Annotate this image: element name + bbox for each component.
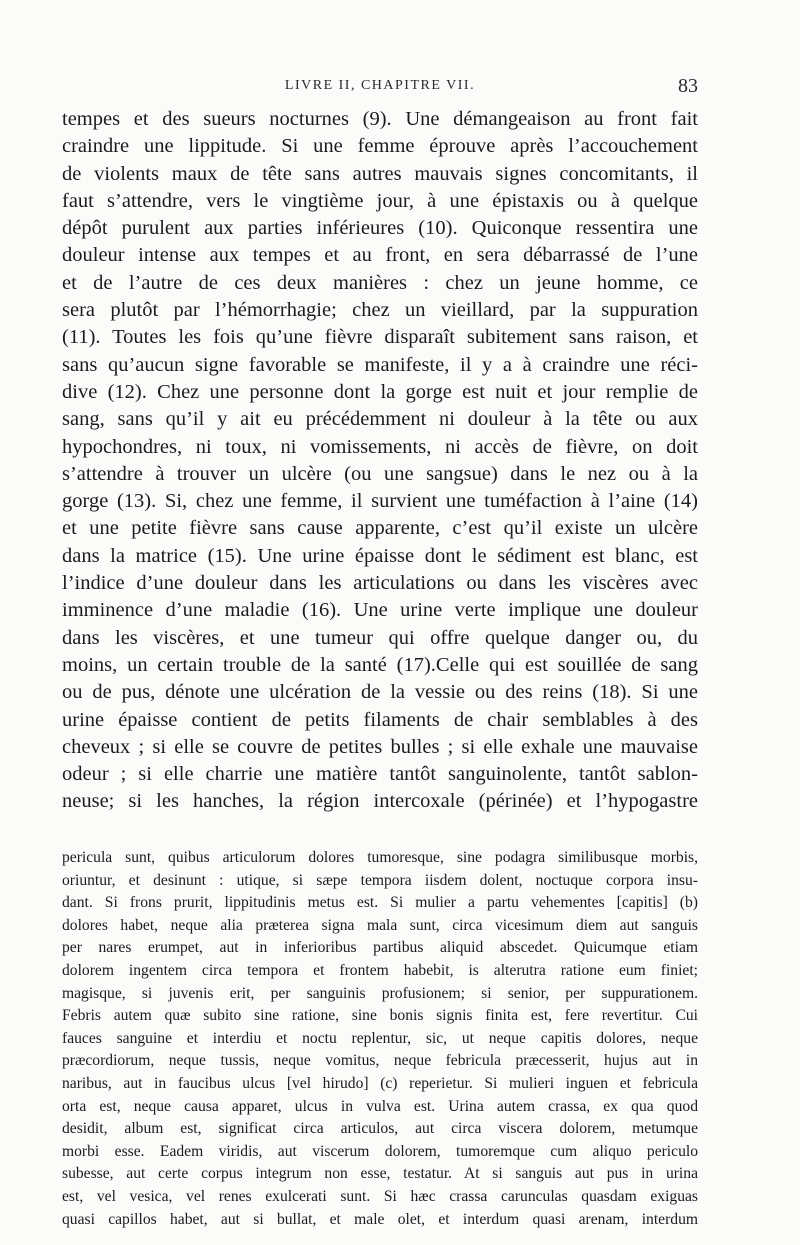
text-line: douleur intense aux tempes et au front, en sera débarrassé de l’une: [62, 244, 698, 267]
text-line: gorge (13). Si, chez une femme, il survient une tuméfaction à l’aine (14): [62, 490, 698, 513]
main-text-block: [62, 106, 698, 816]
text-line: (11). Toutes les fois qu’une fièvre disparaît subitement sans raison, et: [62, 326, 698, 349]
note-line: desidit, album est, significat circa articulos, aut circa viscera dolorem, metumque: [62, 1120, 698, 1138]
note-line: orta est, neque causa apparet, ulcus in vulva est. Urina autem crassa, ex qua quod: [62, 1097, 698, 1115]
note-line: dolorem ingentem circa tempora et frontem habebit, is alterutra ratione eum finiet;: [62, 961, 698, 979]
text-line: dans les viscères, et une tumeur qui offre quelque danger ou, du: [62, 626, 698, 649]
text-line: s’attendre à trouver un ulcère (ou une sangsue) dans le nez ou à la: [62, 462, 698, 485]
note-line: oriuntur, et desinunt : utique, si sæpe tempora iisdem dolent, noctuque corpora insu-: [62, 871, 698, 889]
text-line: dépôt purulent aux parties inférieures (10). Quiconque ressentira une: [62, 217, 698, 240]
text-line: dans la matrice (15). Une urine épaisse dont le sédiment est blanc, est: [62, 544, 698, 567]
note-line: per nares erumpet, aut in inferioribus partibus aliquid abscedet. Quicumque etiam: [62, 939, 698, 957]
text-line: cheveux ; si elle se couvre de petites bulles ; si elle exhale une mauvaise: [62, 735, 698, 758]
text-line: sans qu’aucun signe favorable se manifeste, il y a à craindre une réci-: [62, 353, 698, 376]
text-line: urine épaisse contient de petits filaments de chair semblables à des: [62, 708, 698, 731]
text-line: odeur ; si elle charrie une matière tantôt sanguinolente, tantôt sablon-: [62, 763, 698, 786]
text-line: et une petite fièvre sans cause apparente, c’est qu’il existe un ulcère: [62, 517, 698, 540]
text-line: craindre une lippitude. Si une femme éprouve après l’accouchement: [62, 135, 698, 158]
note-line: subesse, aut certe corpus integrum non esse, testatur. At si sanguis aut pus in urina: [62, 1165, 698, 1183]
text-line: sera plutôt par l’hémorrhagie; chez un vieillard, par la suppuration: [62, 299, 698, 322]
note-line: dant. Si frons prurit, lippitudinis metus est. Si mulier a partu vehementes [capitis] (b): [62, 894, 698, 912]
note-line: pericula sunt, quibus articulorum dolores tumoresque, sine podagra similibusque morbis,: [62, 849, 698, 866]
text-line: l’indice d’une douleur dans les articulations ou dans les viscères avec: [62, 572, 698, 595]
text-line: neuse; si les hanches, la région intercoxale (périnée) et l’hypogastre: [62, 790, 698, 813]
text-line: moins, un certain trouble de la santé (17).Celle qui est souillée de sang: [62, 653, 698, 676]
running-head: [62, 74, 698, 98]
note-line: dolores habet, neque alia præterea signa mala sunt, circa vicesimum diem aut sanguis: [62, 916, 698, 934]
text-line: et de l’autre de ces deux manières : chez un jeune homme, ce: [62, 271, 698, 294]
text-line: imminence d’une maladie (16). Une urine verte implique une douleur: [62, 599, 698, 622]
note-line: præcordiorum, neque tussis, neque vomitus, neque febricula præcesserit, hujus aut in: [62, 1052, 698, 1070]
text-line: faut s’attendre, vers le vingtième jour, à une épistaxis ou à quelque: [62, 189, 698, 212]
note-line: quasi capillos habet, aut si bullat, et male olet, et interdum quasi arenam, interdum: [62, 1210, 698, 1228]
page-number: 83: [678, 75, 698, 97]
note-line: est, vel vesica, vel renes exulcerati sunt. Si hæc crassa carunculas quasdam exiguas: [62, 1187, 698, 1205]
text-line: dive (12). Chez une personne dont la gorge est nuit et jour remplie de: [62, 380, 698, 403]
text-line: sang, sans qu’il y ait eu précédemment ni douleur à la tête ou aux: [62, 408, 698, 431]
running-title: LIVRE II, CHAPITRE VII.: [284, 78, 476, 93]
latin-notes-block: [62, 847, 698, 1231]
note-line: magisque, si juvenis erit, per sanguinis profusionem; si senior, per suppurationem.: [62, 984, 698, 1002]
text-line: ou de pus, dénote une ulcération de la vessie ou des reins (18). Si une: [62, 681, 698, 704]
note-line: naribus, aut in faucibus ulcus [vel hirudo] (c) reperietur. Si mulieri inguen et febricula: [62, 1074, 698, 1092]
text-line: de violents maux de tête sans autres mauvais signes concomitants, il: [62, 162, 698, 185]
note-line: fauces sanguine et interdiu et noctu replentur, sic, ut neque capitis dolores, neque: [62, 1029, 698, 1047]
note-line: morbi esse. Eadem viridis, aut viscerum dolorem, tumoremque cum aliquo periculo: [62, 1142, 698, 1160]
text-line: hypochondres, ni toux, ni vomissements, ni accès de fièvre, on doit: [62, 435, 698, 458]
text-line: tempes et des sueurs nocturnes (9). Une démangeaison au front fait: [62, 108, 698, 130]
note-line: Febris autem quæ subito sine ratione, sine bonis signis finita est, fere revertitur. Cui: [62, 1007, 698, 1025]
